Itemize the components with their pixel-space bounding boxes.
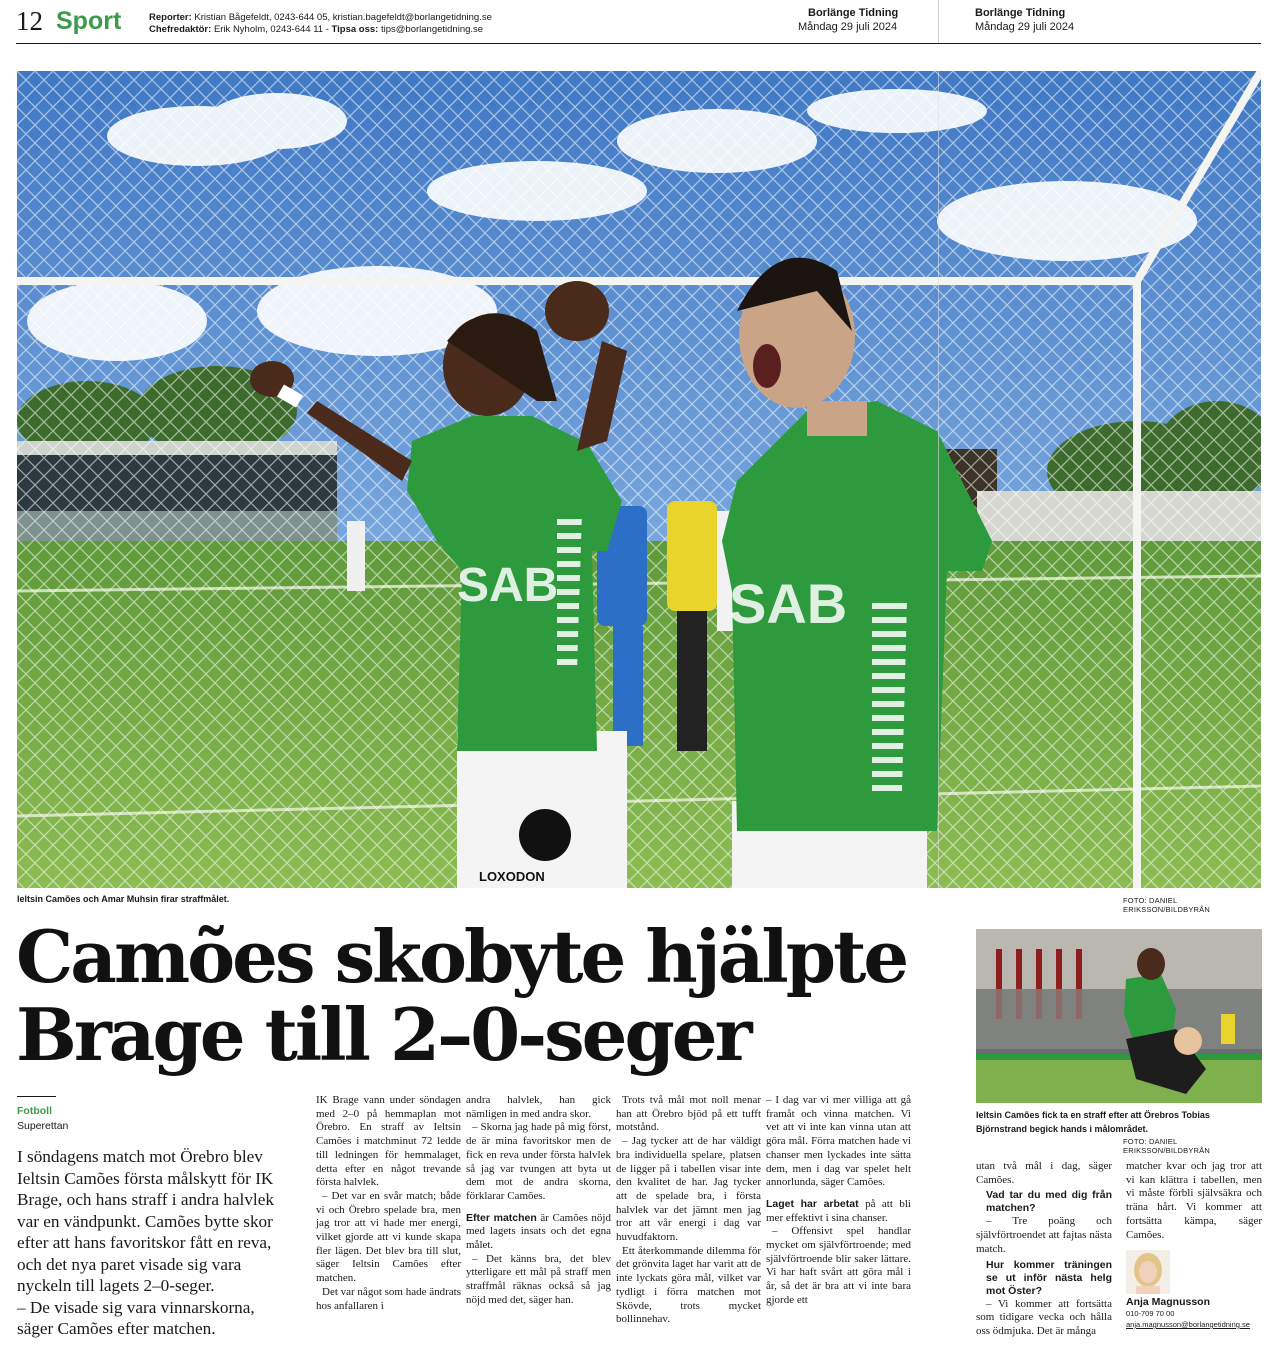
body-paragraph: – Offensivt spel handlar mycket om självförtroende; med självförtroende blir saker lättare. Vi har haft svårt att göra mål i år, så det är bra att vi inte bara gjorde ett bbox=[766, 1225, 911, 1306]
body-column-2 bbox=[466, 1094, 611, 1308]
editor-label: Chefredaktör: bbox=[149, 24, 212, 35]
body-paragraph: – Jag tycker att de har väldigt bra individuella spelare, platsen de ligger på i tabellen visar inte den kvalitet de har. Jag tycker att de spelade bra, i första halvlek var det jämnt men jag tror att vår energi i dag var huvudfaktorn. bbox=[616, 1135, 761, 1244]
subheading: Efter matchen bbox=[466, 1211, 537, 1224]
body-paragraph: på att bli mer effektivt i sina chanser. bbox=[766, 1197, 911, 1224]
tips-label: Tipsa oss: bbox=[331, 24, 379, 35]
page-number: 12 bbox=[16, 6, 43, 36]
main-photo-credit: FOTO: DANIEL ERIKSSON/BILDBYRÅN bbox=[1123, 896, 1210, 914]
body-paragraph: – Vi kommer att fortsätta som tidigare vecka och hålla oss ödmjuka. Det är många bbox=[976, 1297, 1112, 1337]
body-paragraph: – I dag var vi mer villiga att gå framåt och vinna matchen. Vi vet att vi inte kan vinna utan att göra mål. Förra matchen hade vi chanser men lyckades inte sätta dem, men i dag var spelet helt annorlunda, säger Camões. bbox=[766, 1094, 911, 1189]
side-photo-credit: FOTO: DANIEL ERIKSSON/BILDBYRÅN bbox=[1123, 1137, 1210, 1155]
editor-line bbox=[149, 24, 483, 36]
date-left: Måndag 29 juli 2024 bbox=[798, 21, 898, 33]
side-photo bbox=[976, 929, 1262, 1103]
reporter-contact: Kristian Bågefeldt, 0243-644 05, kristian.bagefeldt@borlangetidning.se bbox=[194, 12, 492, 23]
headline-line-2: Brage till 2–0-seger bbox=[16, 992, 750, 1077]
headline bbox=[16, 914, 956, 1077]
spread-gutter-top bbox=[938, 0, 939, 43]
body-column-1 bbox=[316, 1094, 461, 1313]
ingress-text: I söndagens match mot Örebro blev Ieltsin Camões första målskytt för IK Brage, och hans straff i andra halvlek var en vändpunkt. Camões bytte skor efter att hans favoritskor fått en reva, och det nya paret visade sig vara nyckeln till lagets 2–0-seger. bbox=[17, 1147, 274, 1295]
byline-email: anja.magnusson@borlangetidning.se bbox=[1126, 1320, 1250, 1329]
body-paragraph: Det var något som hade ändrats hos anfallaren i bbox=[316, 1285, 461, 1312]
editor-contact: Erik Nyholm, 0243-644 11 - bbox=[213, 24, 329, 35]
topic-rule bbox=[17, 1096, 56, 1097]
byline-avatar bbox=[1126, 1250, 1170, 1294]
headline-line-1: Camões skobyte hjälpte bbox=[16, 914, 907, 999]
ingress bbox=[17, 1146, 287, 1340]
body-column-5 bbox=[976, 1160, 1112, 1339]
tips-contact: tips@borlangetidning.se bbox=[380, 24, 484, 35]
body-column-4 bbox=[766, 1094, 911, 1308]
header-rule bbox=[16, 43, 1261, 44]
interview-question: Hur kommer träningen se ut inför nästa helg mot Öster? bbox=[986, 1258, 1112, 1297]
body-paragraph: är Camões nöjd med lagets insats och det egna målet. bbox=[466, 1211, 611, 1252]
side-photo-caption: Ieltsin Camões fick ta en straff efter att Örebros Tobias Björnstrand begick hands i målområdet. bbox=[976, 1110, 1210, 1134]
subheading: Laget har arbetat bbox=[766, 1197, 859, 1210]
paper-name-right: Borlänge Tidning bbox=[975, 7, 1066, 19]
byline-phone: 010-709 70 00 bbox=[1126, 1309, 1175, 1318]
date-right: Måndag 29 juli 2024 bbox=[975, 21, 1075, 33]
subtopic-label: Superettan bbox=[17, 1120, 69, 1132]
reporter-label: Reporter: bbox=[149, 12, 192, 23]
main-photo-caption: Ieltsin Camões och Amar Muhsin firar straffmålet. bbox=[17, 894, 230, 904]
body-paragraph: utan två mål i dag, säger Camões. bbox=[976, 1160, 1112, 1186]
body-paragraph: – Tre poäng och självförtroendet att fajtas nästa match. bbox=[976, 1215, 1112, 1255]
body-paragraph: IK Brage vann under söndagen med 2–0 på hemmaplan mot Örebro. En straff av Ieltsin Camões i matchminut 72 ledde till ledningen för hemmalaget, detta efter en något trevande första halvlek. bbox=[316, 1094, 461, 1189]
body-paragraph: andra halvlek, han gick nämligen in med andra skor. bbox=[466, 1094, 611, 1120]
reporter-line bbox=[149, 12, 492, 24]
ingress-quote: – De visade sig vara vinnarskorna, säger Camões efter matchen. bbox=[17, 1297, 255, 1338]
svg-text:SAB: SAB bbox=[457, 559, 559, 612]
topic-label: Fotboll bbox=[17, 1105, 52, 1117]
interview-question: Vad tar du med dig från matchen? bbox=[986, 1189, 1112, 1215]
body-paragraph: Ett återkommande dilemma för det grönvita laget har varit att de inte lyckats göra mål, vilket var tydligt i förra matchen mot Skövde, trots mycket bollinnehav. bbox=[616, 1244, 761, 1326]
body-paragraph: – Det var en svår match; både vi och Örebro spelade bra, men jag tror att vi hade mer energi, vilket gjorde att vi kunde skapa fler lägen. Det blev bra till slut, säger Ieltsin Camões efter matchen. bbox=[316, 1189, 461, 1285]
body-column-6 bbox=[1126, 1160, 1262, 1242]
byline-name: Anja Magnusson bbox=[1126, 1296, 1211, 1308]
svg-text:SAB: SAB bbox=[729, 572, 848, 635]
main-photo bbox=[17, 71, 1261, 888]
spread-gutter-photo bbox=[938, 71, 939, 888]
section-title: Sport bbox=[56, 7, 122, 35]
body-column-3 bbox=[616, 1094, 761, 1327]
paper-name-left: Borlänge Tidning bbox=[808, 7, 899, 19]
body-paragraph: – Det känns bra, det blev ytterligare ett mål på straff men straffmål räknas också så jag nöjd med det, säger han. bbox=[466, 1252, 611, 1306]
body-paragraph: – Skorna jag hade på mig först, de är mina favoritskor men de fick en reva under första halvlek så jag var tvungen att byta ut dem mot de andra skorna, förklarar Camões. bbox=[466, 1121, 611, 1202]
body-paragraph: matcher kvar och jag tror att vi kan klättra i tabellen, men vi måste förbli självsäkra och träna hårt. Vi kommer att fortsätta kämpa, säger Camões. bbox=[1126, 1160, 1262, 1241]
body-paragraph: Trots två mål mot noll menar han att Örebro bjöd på ett tufft motstånd. bbox=[616, 1094, 761, 1134]
svg-text:LOXODON: LOXODON bbox=[479, 869, 545, 884]
